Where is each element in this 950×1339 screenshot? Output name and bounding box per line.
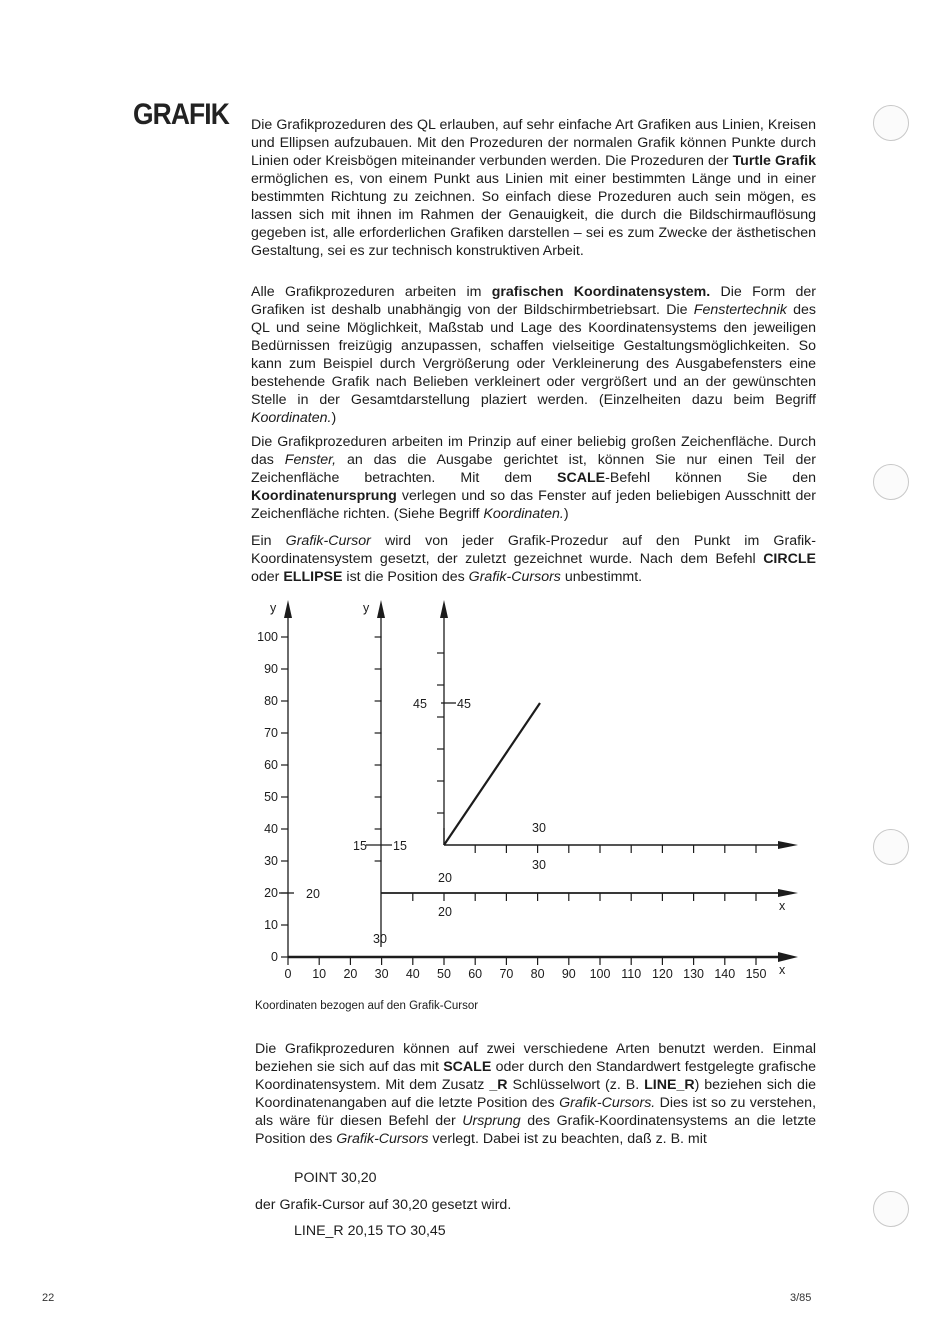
paragraph-drawing-area: Die Grafikprozeduren arbeiten im Prinzip auf einer beliebig großen Zeichenfläche. Durch das Fenster, an das die Ausgabe gerichtet ist, können Sie nur einen Teil der Zeichenfläche betrachten. Mit dem SCALE-Befehl können Sie den Koordinatenursprung verlegen und so das Fenster auf jeden beliebigen Ausschnitt der Zeichenfläche richten. (Siehe Begriff Koordinaten.) <box>251 434 816 522</box>
drawn-line <box>444 703 540 845</box>
punch-hole-icon <box>873 1191 909 1227</box>
punch-hole-icon <box>873 105 909 141</box>
second-y-axis-label: y <box>363 601 370 615</box>
annotation-30-top: 30 <box>532 821 546 835</box>
x-tick-label: 110 <box>621 967 642 981</box>
main-x-arrow-icon <box>778 952 798 962</box>
x-tick-label: 70 <box>499 967 514 981</box>
main-y-axis-label: y <box>270 601 277 615</box>
annotation-30-bottom: 30 <box>532 858 546 872</box>
annotation-30-origin: 30 <box>373 932 387 946</box>
x-tick-label: 120 <box>651 967 673 981</box>
main-x-axis-label: x <box>779 963 786 977</box>
x-tick-label: 150 <box>745 967 767 981</box>
x-tick-label: 0 <box>284 967 292 981</box>
code-explanation: der Grafik-Cursor auf 30,20 gesetzt wird. <box>255 1197 512 1213</box>
x-tick-label: 90 <box>561 967 576 981</box>
y-tick-label: 20 <box>264 886 278 900</box>
coordinate-diagram <box>230 592 810 992</box>
y-tick-label: 40 <box>264 822 278 836</box>
y-tick-label: 70 <box>264 726 278 740</box>
y-tick-label: 30 <box>264 854 278 868</box>
paragraph-coordinate-system: Alle Grafikprozeduren arbeiten im grafischen Koordinatensystem. Die Form der Grafiken ist deshalb unabhängig von der Bildschirmbetriebsart. Die Fenstertechnik des QL und seine Möglichkeit, Maßstab und Lage des Koordinatensystems den jeweiligen Bedürnissen freizügig anzupassen, schaffen vielseitige Gestaltungsmöglichkeiten. So kann zum Beispiel durch Vergrößerung oder Verkleinerung des Ausgabefensters eine bestehende Grafik nach Belieben verkleinert oder vergrößert und an der gewünschten Stelle in der Gesamtdarstellung plaziert werden. (Einzelheiten dazu beim Begriff Koordinaten.) <box>251 284 816 426</box>
code-example-line-r: LINE_R 20,15 TO 30,45 <box>294 1223 446 1239</box>
y-tick-label: 60 <box>264 758 278 772</box>
annotation-20: 20 <box>306 887 320 901</box>
x-tick-label: 140 <box>714 967 736 981</box>
paragraph-usage: Die Grafikprozeduren können auf zwei verschiedene Arten benutzt werden. Einmal beziehen sie sich auf das mit SCALE oder durch den Standardwert festgelegte grafische Koordinatensystem. Mit dem Zusatz _R Schlüsselwort (z. B. LINE_R) beziehen sich die Koordinatenangaben auf die letzte Position des Grafik-Cursors. Dies ist so zu verstehen, als wäre für diesen Befehl der Ursprung des Grafik-Koordinatensystems an die letzte Position des Grafik-Cursors verlegt. Dabei ist zu beachten, daß z. B. mit <box>255 1041 817 1147</box>
x-tick-label: 50 <box>437 967 451 981</box>
y-tick-label: 50 <box>264 790 278 804</box>
punch-hole-icon <box>873 464 909 500</box>
second-y-arrow-icon <box>377 600 385 618</box>
x-tick-label: 20 <box>343 967 358 981</box>
page-heading: GRAFIK <box>133 98 229 131</box>
code-example-point: POINT 30,20 <box>294 1170 377 1186</box>
annotation-45-right: 45 <box>457 697 471 711</box>
y-tick-label: 80 <box>264 694 278 708</box>
x-tick-label: 30 <box>374 967 389 981</box>
y-tick-label: 100 <box>257 630 278 644</box>
punch-hole-icon <box>873 829 909 865</box>
y-tick-label: 10 <box>264 918 278 932</box>
second-x-arrow-icon <box>778 889 798 897</box>
figure-caption: Koordinaten bezogen auf den Grafik-Cursor <box>255 1000 479 1012</box>
x-tick-label: 40 <box>405 967 420 981</box>
third-x-arrow-icon <box>778 841 798 849</box>
y-tick-label: 0 <box>271 950 278 964</box>
x-tick-label: 10 <box>312 967 327 981</box>
paragraph-intro: Die Grafikprozeduren des QL erlauben, auf sehr einfache Art Grafiken aus Linien, Kreisen und Ellipsen aufzubauen. Mit den Prozeduren der normalen Grafik können Punkte durch Linien oder Kreisbögen miteinander verbunden werden. Die Prozeduren der Turtle Grafik ermöglichen es, von einem Punkt aus Linien mit einer bestimmten Länge und in einer bestimmten Richtung zu zeichnen. So einfach diese Prozeduren auch sein mögen, es lassen sich mit ihnen im Rahmen der Genauigkeit, die durch die Bildschirmauflösung gegeben ist, alle erforderlichen Grafiken darstellen – sei es zum Zwecke der ästhetischen Gestaltung, sei es zur technisch konstruktiven Arbeit. <box>251 117 817 259</box>
annotation-15-left: 15 <box>353 839 367 853</box>
page-number: 22 <box>42 1292 55 1304</box>
page-date: 3/85 <box>790 1292 812 1304</box>
annotation-45-left: 45 <box>413 697 427 711</box>
x-tick-label: 60 <box>468 967 483 981</box>
third-y-arrow-icon <box>440 600 448 618</box>
x-tick-label: 100 <box>589 967 611 981</box>
annotation-15-right: 15 <box>393 839 407 853</box>
annotation-20-top: 20 <box>438 871 452 885</box>
y-tick-label: 90 <box>264 662 278 676</box>
second-x-axis-label: x <box>779 899 786 913</box>
paragraph-graphics-cursor: Ein Grafik-Cursor wird von jeder Grafik-Prozedur auf den Punkt im Grafik-Koordinatensystem gesetzt, der zuletzt gezeichnet wurde. Nach dem Befehl CIRCLE oder ELLIPSE ist die Position des Grafik-Cursors unbestimmt. <box>251 533 816 585</box>
x-tick-label: 130 <box>683 967 705 981</box>
main-y-arrow-icon <box>284 600 292 618</box>
annotation-20-bottom: 20 <box>438 905 452 919</box>
x-tick-label: 80 <box>530 967 545 981</box>
